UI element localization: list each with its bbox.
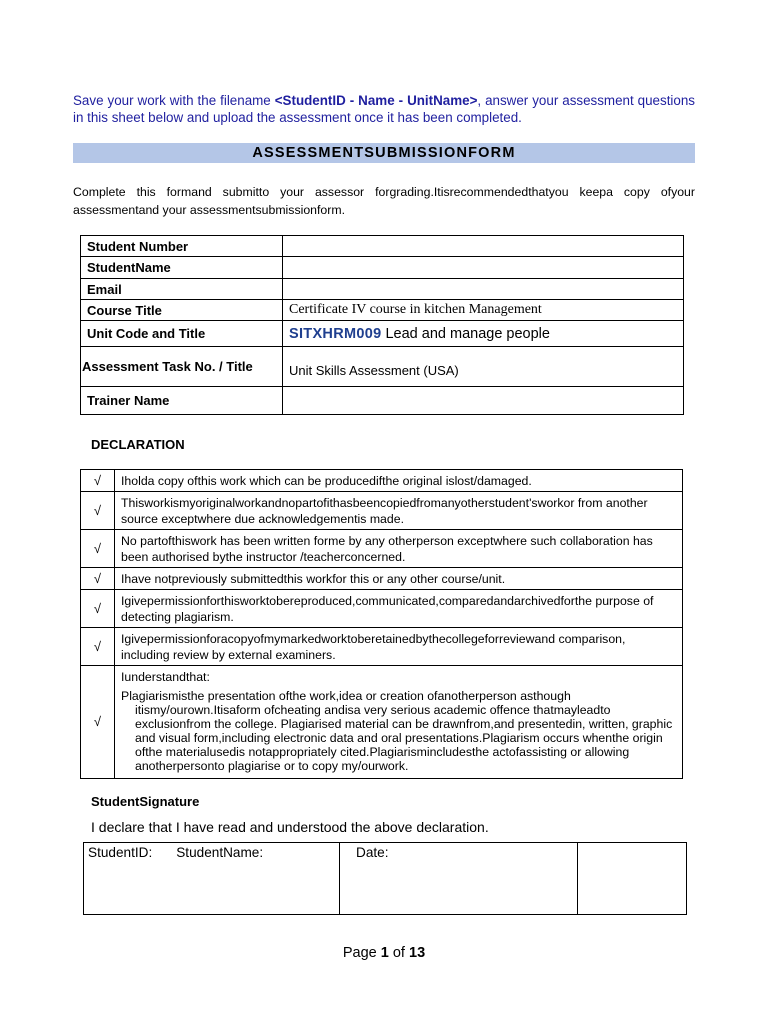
plagiarism-body: itismy/ourown.Itisaform ofcheating andisa very serious academic offence thatmayleadto exclusionfrom the college. Plagiarised material can be drawnfrom,and presentedin, written, graphic and visual form,including electronic data and oral presentations.Plagiarism occurs whenthe origin ofthe materialusedis notappropriately cited.Plagiarismincludesthe actofassisting or allowing anotherpersonto plagiarise or to copy my/ourwork. <box>135 703 673 773</box>
student-number-row <box>81 236 684 257</box>
date-label: Date: <box>356 845 389 860</box>
trainer-label: Trainer Name <box>81 387 283 415</box>
signature-table <box>83 842 687 915</box>
task-value: Unit Skills Assessment (USA) <box>283 347 684 387</box>
unit-value <box>283 321 684 347</box>
page-footer <box>0 945 768 961</box>
tick-mark[interactable]: √ <box>81 590 115 628</box>
signature-row <box>84 843 687 915</box>
student-name-label: StudentName <box>81 257 283 279</box>
plagiarism-first-line: Plagiarismisthe presentation ofthe work,idea or creation ofanotherperson asthough <box>121 689 571 703</box>
trainer-field[interactable] <box>283 387 684 415</box>
email-field[interactable] <box>283 279 684 300</box>
form-instruction: Complete this formand submitto your assessor forgrading.Itisrecommendedthatyou keepa copy ofyour assessmentand your assessmentsubmissionform. <box>73 185 695 217</box>
page-word: Page <box>342 945 381 961</box>
declaration-text: Thisworkismyoriginalworkandnopartofithasbeencopiedfromanyotherstudent'sworkor from another source exceptwhere due acknowledgementis made. <box>115 492 683 530</box>
declaration-text: Igivepermissionforthisworktobereproduced,communicated,comparedandarchivedforthe purpose of detecting plagiarism. <box>115 590 683 628</box>
task-label: Assessment Task No. / Title <box>81 347 283 387</box>
email-row <box>81 279 684 300</box>
student-id-label: StudentID: <box>88 845 153 860</box>
declaration-row <box>81 492 683 530</box>
declaration-text: Iholda copy ofthis work which can be producedifthe original islost/damaged. <box>115 470 683 492</box>
unit-label: Unit Code and Title <box>81 321 283 347</box>
declaration-text: Ihave notpreviously submittedthis workfor this or any other course/unit. <box>115 568 683 590</box>
tick-mark[interactable]: √ <box>81 666 115 779</box>
tick-mark[interactable]: √ <box>81 628 115 666</box>
understand-line: Iunderstandthat: <box>121 670 210 684</box>
declaration-row <box>81 628 683 666</box>
student-info-table <box>80 235 684 415</box>
student-name-field[interactable] <box>283 257 684 279</box>
form-title: ASSESSMENTSUBMISSIONFORM <box>252 145 516 161</box>
unit-row <box>81 321 684 347</box>
student-id-name-cell[interactable] <box>84 843 340 915</box>
declaration-heading: DECLARATION <box>91 437 185 452</box>
declaration-row <box>81 590 683 628</box>
declaration-statement: I declare that I have read and understood the above declaration. <box>91 819 489 835</box>
tick-mark[interactable]: √ <box>81 530 115 568</box>
course-title-label: Course Title <box>81 300 283 321</box>
total-pages: 13 <box>409 945 426 961</box>
declaration-row <box>81 568 683 590</box>
current-page: 1 <box>380 945 389 961</box>
course-title-row <box>81 300 684 321</box>
of-word: of <box>388 945 409 961</box>
intro-text-end: , answer your assessment questions in this sheet below and upload the assessment once it has been completed. <box>73 93 695 125</box>
tick-mark[interactable]: √ <box>81 568 115 590</box>
declaration-text: Igivepermissionforacopyofmymarkedworktoberetainedbythecollegeforreviewand comparison, including review by external examiners. <box>115 628 683 666</box>
student-name-row <box>81 257 684 279</box>
student-number-field[interactable] <box>283 236 684 257</box>
declaration-text: No partofthiswork has been written forme by any otherperson exceptwhere such collaboration has been authorised bythe instructor /teacherconcerned. <box>115 530 683 568</box>
declaration-row-plagiarism <box>81 666 683 779</box>
signature-cell[interactable] <box>578 843 687 915</box>
trainer-row <box>81 387 684 415</box>
tick-mark[interactable]: √ <box>81 492 115 530</box>
intro-text-start: Save your work with the filename <box>73 93 275 108</box>
plagiarism-statement <box>115 666 683 779</box>
declaration-table <box>80 469 683 779</box>
student-name-label: StudentName: <box>176 845 264 860</box>
student-number-label: Student Number <box>81 236 283 257</box>
declaration-row <box>81 470 683 492</box>
filename-pattern: <StudentID - Name - UnitName> <box>274 93 478 108</box>
signature-heading: StudentSignature <box>91 794 200 809</box>
task-row <box>81 347 684 387</box>
filename-instruction <box>73 92 695 126</box>
form-title-banner <box>73 143 695 163</box>
unit-code: SITXHRM009 <box>289 325 382 342</box>
unit-title: Lead and manage people <box>381 325 550 342</box>
declaration-row <box>81 530 683 568</box>
tick-mark[interactable]: √ <box>81 470 115 492</box>
date-cell[interactable] <box>340 843 578 915</box>
email-label: Email <box>81 279 283 300</box>
course-title-value: Certificate IV course in kitchen Management <box>283 300 684 321</box>
